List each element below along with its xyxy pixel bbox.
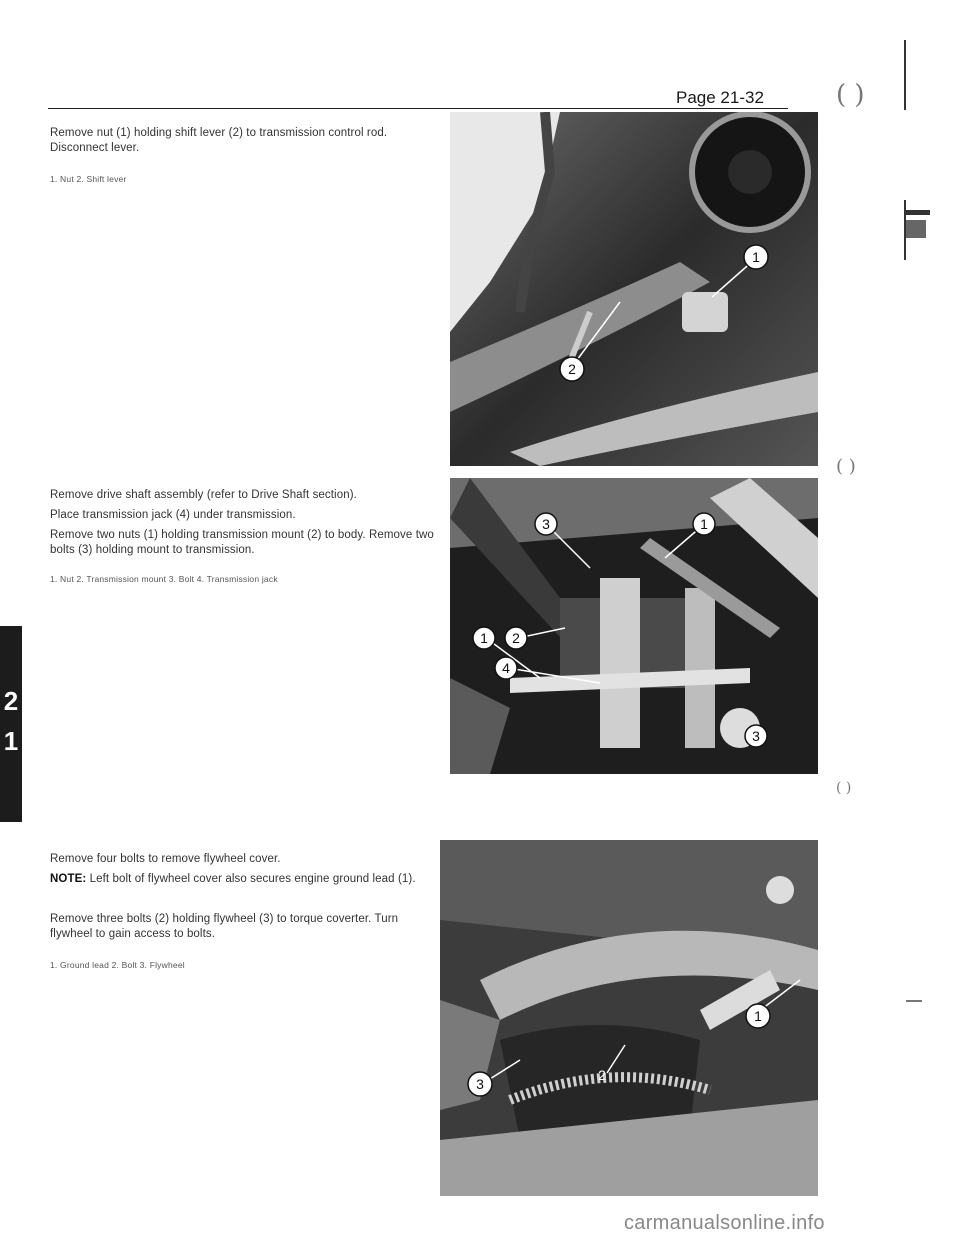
callout-label: 4 (502, 660, 510, 676)
section-tab-digit: 1 (3, 726, 19, 756)
scan-artifact-line (906, 1000, 922, 1002)
scan-artifact-bracket: ( ) (836, 456, 856, 477)
callout-label: 3 (752, 728, 760, 744)
section-2-paragraph-1: Remove drive shaft assembly (refer to Drive Shaft section). (50, 489, 357, 501)
page-number: Page 21-32 (676, 88, 764, 107)
watermark: carmanualsonline.info (624, 1212, 825, 1234)
scan-artifact-line (904, 40, 906, 110)
photo-shift-lever-callouts (450, 112, 818, 466)
section-3-paragraph-2: Remove three bolts (2) holding flywheel (3) to torque coverter. Turn flywheel to gain access to bolts. (50, 913, 399, 940)
callout-label: 3 (542, 516, 550, 532)
scan-artifact-bracket: ( ) (836, 80, 865, 110)
section-3-note (50, 872, 430, 887)
section-tab-digit: 2 (3, 686, 19, 716)
header-rule (48, 108, 788, 109)
callout-label: 1 (480, 630, 488, 646)
photo-flywheel (440, 840, 818, 1196)
scan-artifact-bracket: ( ) (836, 780, 852, 796)
scan-artifact-line (904, 200, 906, 260)
callout-label: 3 (476, 1076, 484, 1092)
photo-shift-lever (450, 112, 818, 466)
section-2-paragraph-3: Remove two nuts (1) holding transmission mount (2) to body. Remove two bolts (3) holding mount to transmission. (50, 529, 434, 556)
photo-transmission-mount (450, 478, 818, 774)
note-label: NOTE: (50, 873, 87, 885)
section-3-paragraph-1: Remove four bolts to remove flywheel cover. (50, 853, 281, 865)
callout-label: 1 (700, 516, 708, 532)
callout-label: 2 (512, 630, 520, 646)
section-3-caption: 1. Ground lead 2. Bolt 3. Flywheel (50, 960, 185, 970)
section-2-paragraph-2: Place transmission jack (4) under transmission. (50, 509, 296, 521)
scan-artifact-block (906, 210, 930, 215)
photo-transmission-mount-callouts (450, 478, 818, 774)
section-tab (0, 626, 22, 822)
callout-label: 1 (754, 1008, 762, 1024)
section-1-paragraph: Remove nut (1) holding shift lever (2) to transmission control rod. Disconnect lever. (50, 127, 388, 154)
callout-label: 2 (598, 1067, 606, 1083)
section-2-caption: 1. Nut 2. Transmission mount 3. Bolt 4. Transmission jack (50, 574, 278, 584)
scan-artifact-block (906, 220, 926, 238)
callout-label: 1 (752, 249, 760, 265)
section-1-caption: 1. Nut 2. Shift lever (50, 174, 127, 184)
callout-label: 2 (568, 361, 576, 377)
photo-flywheel-callouts (440, 840, 818, 1196)
note-text: Left bolt of flywheel cover also secures engine ground lead (1). (89, 873, 416, 885)
